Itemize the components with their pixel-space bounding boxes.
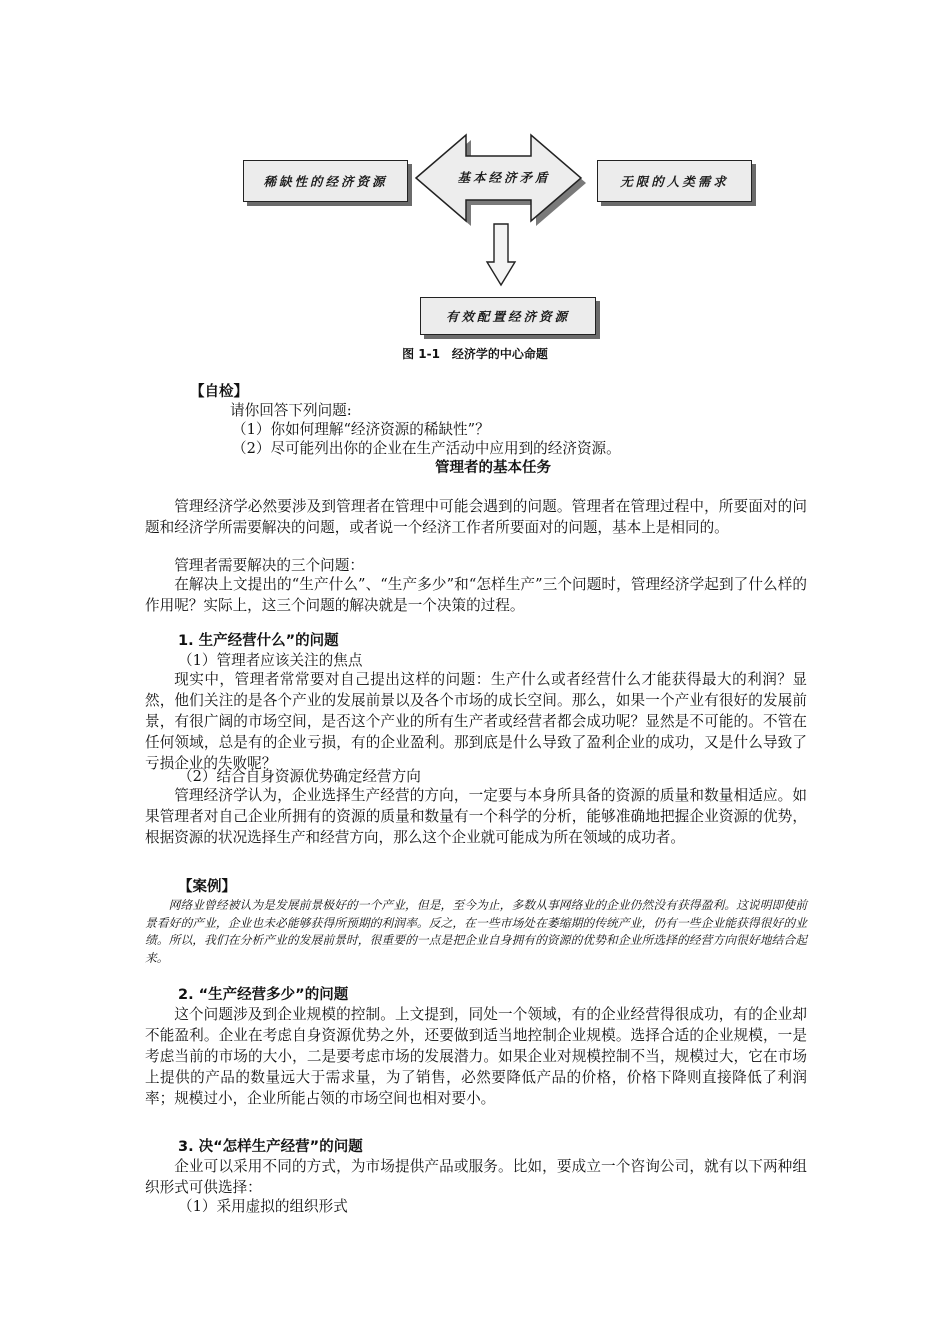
part1-subheading-2: （2）结合自身资源优势确定经营方向	[178, 768, 421, 785]
part3-paragraph-1: 企业可以采用不同的方式，为市场提供产品或服务。比如，要成立一个咨询公司，就有以下两种组织形式可供选择：	[145, 1158, 807, 1196]
unlimited-needs-box: 无限的人类需求	[597, 160, 752, 202]
scarce-resources-box: 稀缺性的经济资源	[243, 160, 408, 202]
part1-subheading-1: （1）管理者应该关注的焦点	[178, 652, 363, 669]
self-check-question-2: （2）尽可能列出你的企业在生产活动中应用到的经济资源。	[232, 440, 621, 457]
basic-contradiction-label: 基本经济矛盾	[457, 170, 551, 185]
figure-caption: 图 1-1 经济学的中心命题	[402, 347, 548, 361]
case-text: 网络业曾经被认为是发展前景极好的一个产业，但是，至今为止，多数从事网络业的企业仍然没有获得盈利。这说明即使前景看好的产业，企业也未必能够获得所预期的利润率。反之，在一些市场处在萎缩期的传统产业，仍有一些企业能获得很好的业绩。所以，我们在分析产业的发展前景时，很重要的一点是把企业自身拥有的资源的优势和企业所选择的经营方向很好地结合起来。	[145, 898, 807, 965]
self-check-prompt: 请你回答下列问题:	[230, 402, 352, 419]
part1-heading: 1. 生产经营什么”的问题	[178, 633, 339, 649]
self-check-heading: 【自检】	[190, 384, 248, 400]
part1-paragraph-2: 管理经济学认为，企业选择生产经营的方向，一定要与本身所具备的资源的质量和数量相适应。如果管理者对自己企业所拥有的资源的质量和数量有一个科学的分析，能够准确地把握企业资源的优势，根据资源的状况选择生产和经营方向，那么这个企业就可能成为所在领域的成功者。	[145, 787, 807, 846]
self-check-question-1: （1）你如何理解“经济资源的稀缺性”？	[232, 421, 490, 438]
intro-paragraph-1: 管理经济学必然要涉及到管理者在管理中可能会遇到的问题。管理者在管理过程中，所要面对的问题和经济学所需要解决的问题，或者说一个经济工作者所要面对的问题，基本上是相同的。	[145, 498, 807, 536]
part2-paragraph-1: 这个问题涉及到企业规模的控制。上文提到，同处一个领域，有的企业经营得很成功，有的企业却不能盈利。企业在考虑自身资源优势之外，还要做到适当地控制企业规模。选择合适的企业规模，一是考虑当前的市场的大小，二是要考虑市场的发展潜力。如果企业对规模控制不当，规模过大，它在市场上提供的产品的数量远大于需求量，为了销售，必然要降低产品的价格，价格下降则直接降低了利润率；规模过小，企业所能占领的市场空间也相对要小。	[145, 1006, 807, 1107]
efficient-allocation-box: 有效配置经济资源	[420, 297, 596, 335]
part3-subheading-1: （1）采用虚拟的组织形式	[178, 1198, 348, 1215]
part3-heading: 3. 决“怎样生产经营”的问题	[178, 1139, 363, 1155]
case-heading: 【案例】	[178, 879, 236, 895]
intro-paragraph-2: 管理者需要解决的三个问题：	[174, 557, 364, 574]
down-arrow-icon	[484, 222, 518, 288]
section-title: 管理者的基本任务	[435, 460, 551, 476]
intro-paragraph-3: 在解决上文提出的“生产什么”、“生产多少”和“怎样生产”三个问题时，管理经济学起到了什么样的作用呢？实际上，这三个问题的解决就是一个决策的过程。	[145, 576, 807, 614]
part1-paragraph-1: 现实中，管理者常常要对自己提出这样的问题：生产什么或者经营什么才能获得最大的利润？显然，他们关注的是各个产业的发展前景以及各个市场的成长空间。那么，如果一个产业有很好的发展前景，有很广阔的市场空间，是否这个产业的所有生产者或经营者都会成功呢？显然是不可能的。不管在任何领域，总是有的企业亏损，有的企业盈利。那到底是什么导致了盈利企业的成功，又是什么导致了亏损企业的失败呢？	[145, 671, 807, 772]
part2-heading: 2. “生产经营多少”的问题	[178, 987, 349, 1003]
